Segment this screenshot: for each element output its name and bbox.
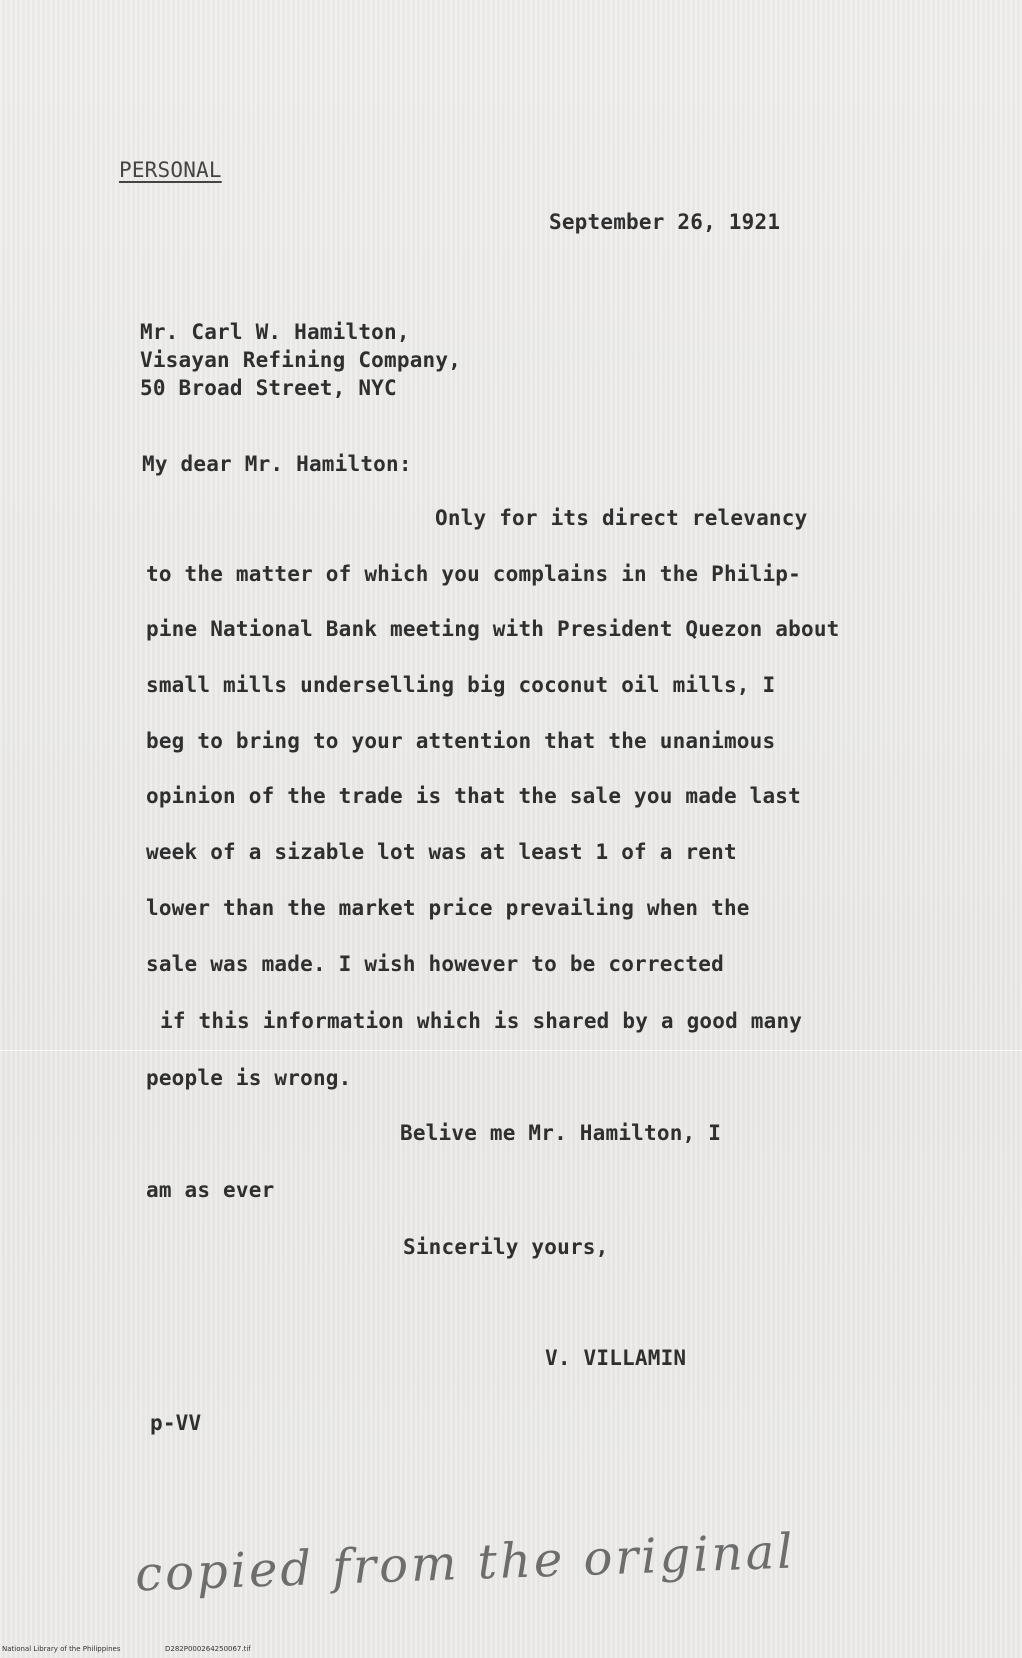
body-line: small mills underselling big coconut oil mills, I (146, 673, 776, 697)
valediction: Sincerily yours, (403, 1235, 609, 1259)
signatory-name: V. VILLAMIN (545, 1346, 687, 1370)
closing-line: Belive me Mr. Hamilton, I (400, 1121, 722, 1145)
body-line: week of a sizable lot was at least 1 of a rent (146, 840, 737, 864)
handwritten-note: copied from the original (134, 1523, 797, 1603)
scan-seam (0, 1050, 1022, 1051)
closing-line: am as ever (146, 1178, 275, 1202)
body-line: Only for its direct relevancy (435, 506, 808, 530)
body-line: opinion of the trade is that the sale you made last (146, 784, 801, 808)
salutation: My dear Mr. Hamilton: (142, 452, 412, 476)
body-line: sale was made. I wish however to be corrected (146, 952, 724, 976)
body-line: people is wrong. (146, 1066, 352, 1090)
letter-date: September 26, 1921 (549, 210, 781, 234)
body-line: to the matter of which you complains in the Philip- (146, 562, 801, 586)
address-line: 50 Broad Street, NYC (140, 376, 397, 400)
body-line: lower than the market price prevailing when the (146, 896, 750, 920)
personal-marking: PERSONAL (119, 158, 222, 182)
typist-initials: p-VV (150, 1411, 202, 1435)
body-line: beg to bring to your attention that the unanimous (146, 729, 776, 753)
footer-source: National Library of the Philippines (2, 1645, 121, 1653)
address-line: Mr. Carl W. Hamilton, (140, 320, 410, 344)
address-line: Visayan Refining Company, (140, 348, 462, 372)
footer-file-id: D282P000264250067.tif (164, 1645, 251, 1653)
scan-footer (2, 1645, 251, 1654)
body-line: pine National Bank meeting with President Quezon about (146, 617, 840, 641)
body-line: if this information which is shared by a good many (160, 1009, 803, 1033)
